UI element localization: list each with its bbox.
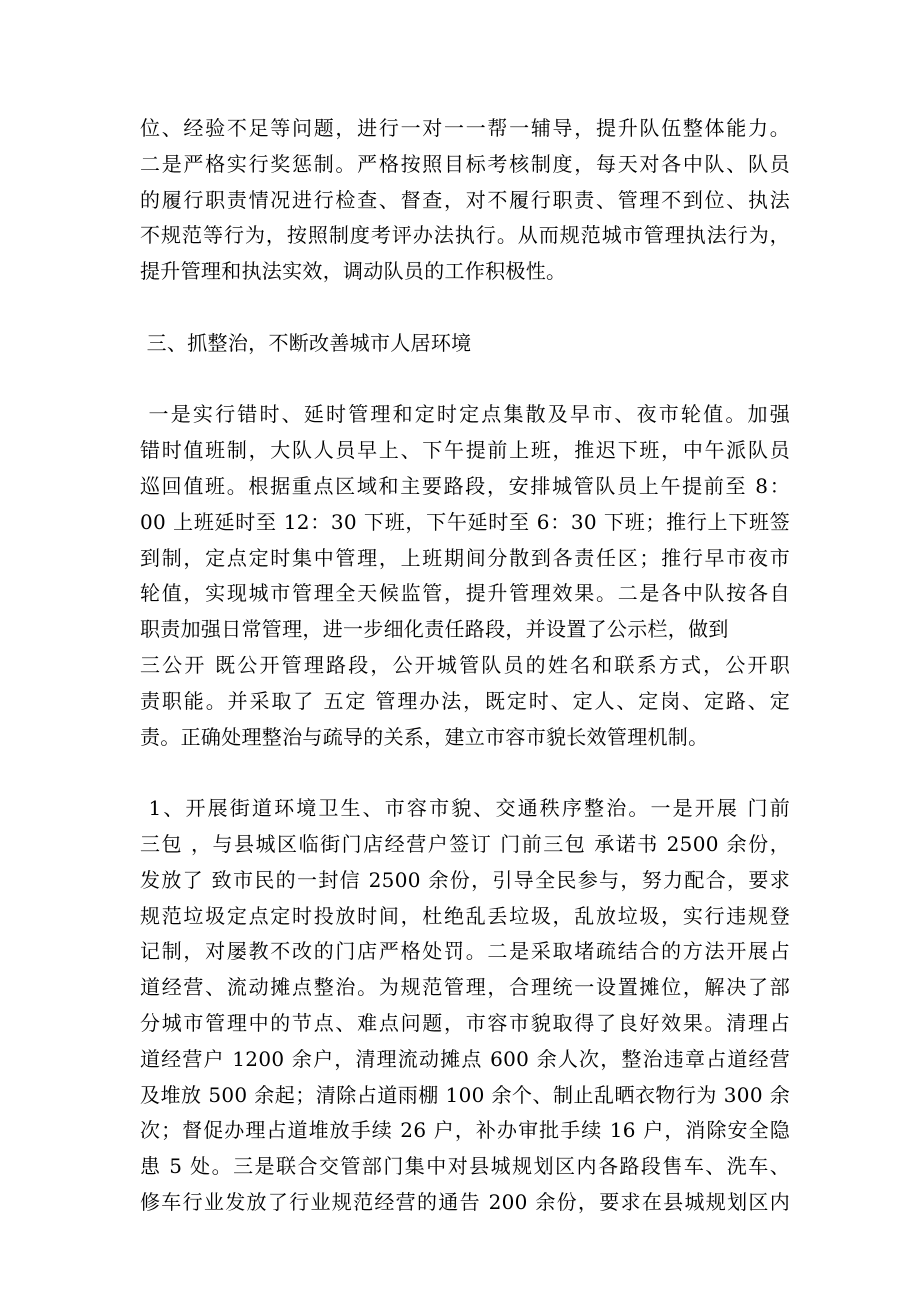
text-line: 记制，对屡教不改的门店严格处罚。二是采取堵疏结合的方法开展占 [140, 939, 790, 964]
text-line: 00 上班延时至 12：30 下班，下午延时至 6：30 下班；推行上下班签 [140, 509, 790, 534]
paragraph-street-rectification [140, 791, 790, 1221]
text-line: 三包 ，与县城区临街门店经营户签订 门前三包 承诺书 2500 余份， [140, 831, 790, 856]
text-line: 规范垃圾定点定时投放时间，杜绝乱丢垃圾，乱放垃圾，实行违规登 [140, 903, 790, 928]
text-line: 道经营、流动摊点整治。为规范管理，合理统一设置摊位，解决了部 [140, 975, 790, 1000]
text-line: 1、开展街道环境卫生、市容市貌、交通秩序整治。一是开展 门前 [140, 796, 790, 821]
text-line: 发放了 致市民的一封信 2500 余份，引导全民参与，努力配合，要求 [140, 867, 790, 892]
text-line: 及堆放 500 余起；清除占道雨棚 100 余个、制止乱晒衣物行为 300 余 [140, 1082, 790, 1107]
text-line: 二是严格实行奖惩制。严格按照目标考核制度，每天对各中队、队员 [140, 151, 790, 176]
text-line: 提升管理和执法实效，调动队员的工作积极性。 [140, 259, 567, 284]
section-heading [140, 326, 790, 362]
text-line: 患 5 处。三是联合交管部门集中对县城规划区内各路段售车、洗车、 [140, 1154, 790, 1179]
text-line: 位、经验不足等问题，进行一对一一帮一辅导，提升队伍整体能力。 [140, 116, 790, 140]
text-line: 错时值班制，大队人员早上、下午提前上班，推迟下班，中午派队员 [140, 438, 790, 463]
text-line: 责。正确处理整治与疏导的关系，建立市容市貌长效管理机制。 [140, 724, 709, 749]
text-line: 轮值，实现城市管理全天候监管，提升管理效果。二是各中队按各自 [140, 581, 790, 606]
text-line: 不规范等行为，按照制度考评办法执行。从而规范城市管理执法行为， [140, 223, 790, 248]
text-line: 道经营户 1200 余户，清理流动摊点 600 余人次，整治违章占道经营 [140, 1046, 790, 1071]
text-line: 分城市管理中的节点、难点问题，市容市貌取得了良好效果。清理占 [140, 1010, 790, 1035]
paragraph-team-capability [140, 111, 790, 290]
text-line: 三公开 既公开管理路段，公开城管队员的姓名和联系方式，公开职 [140, 652, 790, 677]
paragraph-gap [140, 290, 790, 326]
text-line: 修车行业发放了行业规范经营的通告 200 余份，要求在县城规划区内 [140, 1189, 790, 1214]
section-heading-text: 三、抓整治，不断改善城市人居环境 [140, 330, 472, 355]
text-line: 到制，定点定时集中管理，上班期间分散到各责任区；推行早市夜市 [140, 545, 790, 570]
text-line: 的履行职责情况进行检查、督查，对不履行职责、管理不到位、执法 [140, 187, 790, 212]
text-line: 巡回值班。根据重点区域和主要路段，安排城管队员上午提前至 8： [140, 473, 790, 498]
paragraph-staggered-management [140, 397, 790, 755]
text-line: 责职能。并采取了 五定 管理办法，既定时、定人、定岗、定路、定 [140, 688, 790, 713]
paragraph-gap [140, 362, 790, 398]
text-line: 一是实行错时、延时管理和定时定点集散及早市、夜市轮值。加强 [140, 402, 790, 427]
text-line: 次；督促办理占道堆放手续 26 户，补办审批手续 16 户，消除安全隐 [140, 1118, 790, 1143]
text-line: 职责加强日常管理，进一步细化责任路段，并设置了公示栏，做到 [140, 617, 729, 642]
document-body [140, 111, 790, 1221]
paragraph-gap [140, 755, 790, 791]
